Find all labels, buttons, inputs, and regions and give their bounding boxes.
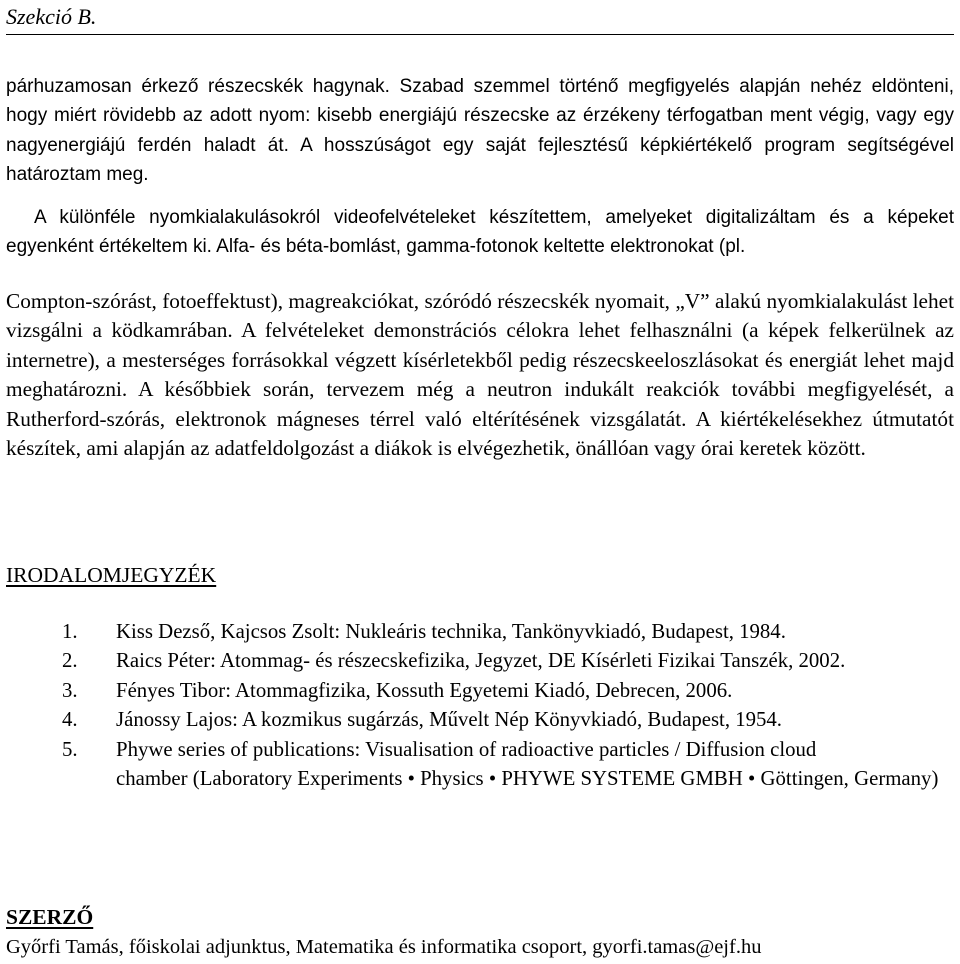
reference-item (0, 705, 954, 734)
reference-item (0, 646, 954, 675)
reference-text-continued: chamber (Laboratory Experiments • Physics • PHYWE SYSTEME GMBH • Göttingen, Germany) (116, 767, 939, 791)
references-heading: IRODALOMJEGYZÉK (6, 563, 217, 587)
author-heading: SZERZŐ (6, 905, 94, 929)
reference-item (0, 676, 954, 705)
reference-number: 5. (62, 737, 78, 761)
body-paragraph-1: párhuzamosan érkező részecskék hagynak. Szabad szemmel történő megfigyelés alapján nehéz eldönteni, hogy miért rövidebb az adott nyom: kisebb energiájú részecske az érzékeny térfogatban ment végig, vagy egy nagyenergiájú ferdén haladt át. A hosszúságot egy saját fejlesztésű képkiértékelő program segítségével határoztam meg. (6, 76, 954, 186)
running-header (6, 0, 954, 35)
body-paragraph-2-continued: Compton-szórást, fotoeffektust), magreakciókat, szóródó részecskék nyomait, „V” alakú nyomkialakulást lehet vizsgálni a ködkamrában. A felvételeket demonstrációs célokra lehet felhasználni (a képek felkerülnek az internetre), a mesterséges forrásokkal végzett kísérletekből pedig részecskeeloszlásokat és energiát lehet majd meghatározni. A későbbiek során, tervezem még a neutron indukált reakciók további megfigyelését, a Rutherford-szórás, elektronok mágneses térrel való eltérítésének vizsgálatát. A kiértékelésekhez útmutatót készítek, ami alapján az adatfeldolgozást a diákok is elvégezhetik, önállóan vagy órai keretek között. (6, 289, 954, 461)
reference-list (0, 617, 954, 793)
author-info: Győrfi Tamás, főiskolai adjunktus, Matematika és informatika csoport, gyorfi.tamas@ejf.hu (6, 936, 762, 958)
reference-text: Raics Péter: Atommag- és részecskefizika, Jegyzet, DE Kísérleti Fizikai Tanszék, 2002. (116, 649, 846, 673)
reference-text: Kiss Dezső, Kajcsos Zsolt: Nukleáris technika, Tankönyvkiadó, Budapest, 1984. (116, 620, 786, 643)
reference-text: Jánossy Lajos: A kozmikus sugárzás, Művelt Nép Könyvkiadó, Budapest, 1954. (116, 708, 783, 732)
reference-number: 3. (62, 678, 78, 702)
reference-item (0, 735, 954, 794)
reference-item (0, 617, 954, 646)
body-paragraph-2: A különféle nyomkialakulásokról videofelvételeket készítettem, amelyeket digitalizáltam és a képeket egyenként értékeltem ki. Alfa- és béta-bomlást, gamma-fotonok keltette elektronokat (pl. (6, 207, 954, 258)
reference-number: 4. (62, 708, 78, 732)
reference-number: 1. (62, 620, 78, 643)
reference-number: 2. (62, 649, 78, 673)
reference-text: Fényes Tibor: Atommagfizika, Kossuth Egyetemi Kiadó, Debrecen, 2006. (116, 678, 733, 702)
reference-text: Phywe series of publications: Visualisation of radioactive particles / Diffusion cloud (116, 737, 817, 761)
section-header-title: Szekció B. (6, 4, 97, 29)
